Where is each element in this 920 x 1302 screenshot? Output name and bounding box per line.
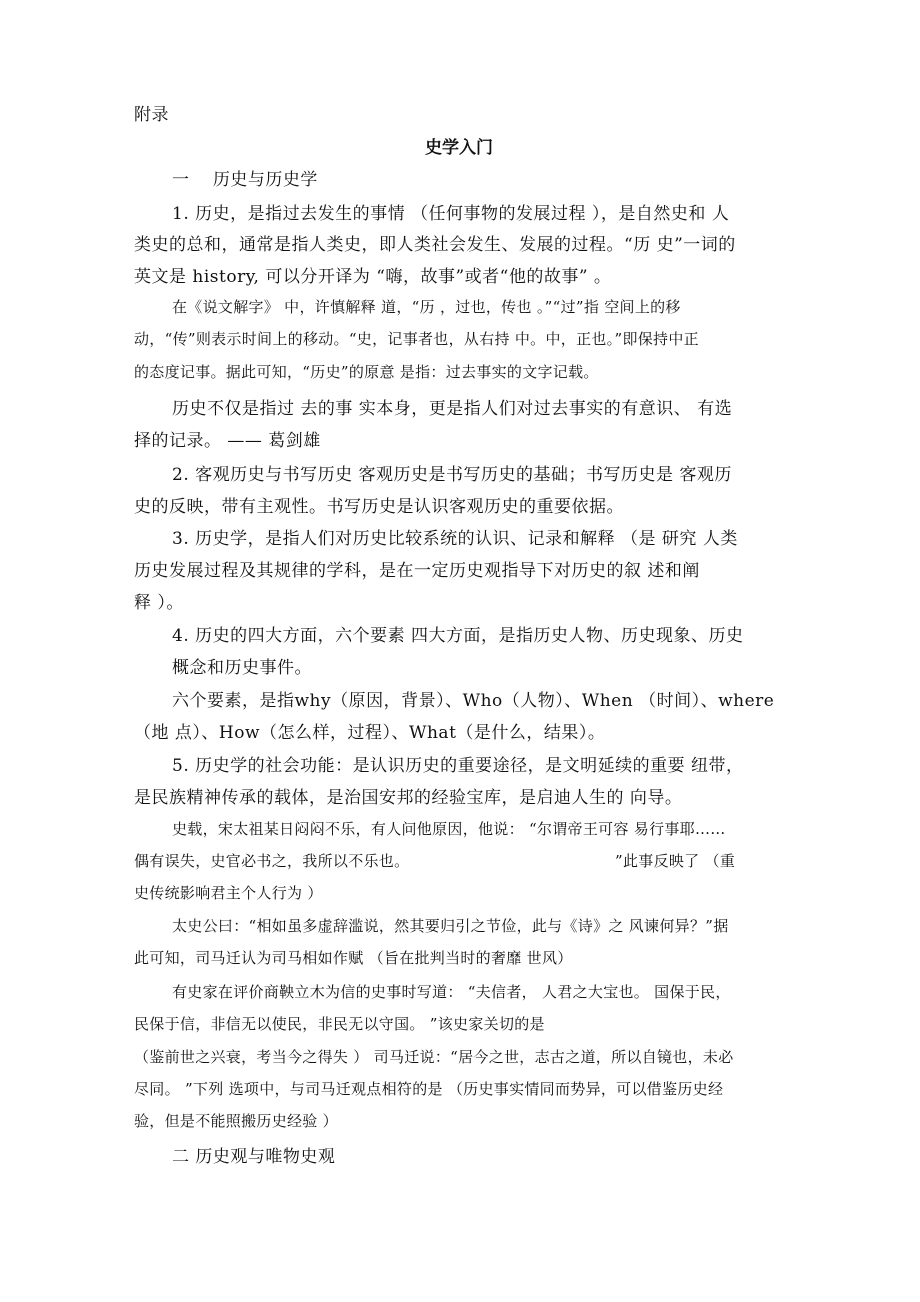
paragraph-line: （地 点）、How（怎么样，过程）、What（是什么，结果）。 <box>134 723 606 743</box>
note-line: 尽同。 ”下列 选项中，与司马迁观点相符的是 （历史事实情同而势异，可以借鉴历史经 <box>134 1080 724 1098</box>
paragraph-line: 类史的总和，通常是指人类史，即人类社会发生、发展的过程。“历 史”一词的 <box>134 235 736 255</box>
paragraph-line: 择的记录。 —— 葛剑雄 <box>134 431 321 451</box>
note-line: （鉴前世之兴衰，考当今之得失 ） 司马迁说：“居今之世，志古之道，所以自镜也，未必 <box>134 1048 734 1066</box>
appendix-label: 附录 <box>134 105 169 125</box>
note-line: 验，但是不能照搬历史经验 ） <box>134 1112 338 1130</box>
note-line: 有史家在评价商鞅立木为信的史事时写道： “夫信者， 人君之大宝也。 国保于民， <box>172 983 731 1001</box>
paragraph-line: 英文是 history, 可以分开译为 “嗨，故事”或者“他的故事” 。 <box>134 267 612 287</box>
paragraph-line: 3. 历史学，是指人们对历史比较系统的认识、记录和解释 （是 研究 人类 <box>172 529 738 549</box>
paragraph-line: 概念和历史事件。 <box>172 658 312 678</box>
note-line: 史传统影响君主个人行为 ） <box>134 884 323 902</box>
paragraph-line: 是民族精神传承的载体，是治国安邦的经验宝库，是启迪人生的 向导。 <box>134 788 683 808</box>
note-line: 民保于信，非信无以使民，非民无以守国。 ”该史家关切的是 <box>134 1015 545 1033</box>
section-heading-1: 一 历史与历史学 <box>172 170 318 190</box>
paragraph-line: 历史发展过程及其规律的学科，是在一定历史观指导下对历史的叙 述和阐 <box>134 561 700 581</box>
note-line: 动，“传”则表示时间上的移动。“史，记事者也，从右持 中。中，正也。”即保持中正 <box>134 330 699 348</box>
paragraph-line: 历史不仅是指过 去的事 实本身，更是指人们对过去事实的有意识、 有选 <box>172 399 733 419</box>
note-line: 的态度记事。据此可知，“历史”的原意 是指：过去事实的文字记载。 <box>134 363 599 381</box>
section-heading-2: 二 历史观与唯物史观 <box>172 1147 336 1167</box>
paragraph-line: 释 ）。 <box>134 593 184 613</box>
document-title: 史学入门 <box>425 138 493 158</box>
note-line: 太史公曰：“相如虽多虚辞滥说，然其要归引之节俭，此与《诗》之 风谏何异？”据 <box>172 917 729 935</box>
note-line: 偶有误失，史官必书之，我所以不乐也。 <box>134 852 410 870</box>
paragraph-line: 六个要素，是指why（原因，背景）、Who（人物）、When （时间）、where <box>172 691 775 711</box>
paragraph-line: 4. 历史的四大方面，六个要素 四大方面，是指历史人物、历史现象、历史 <box>172 626 744 646</box>
note-line: ”此事反映了 （重 <box>615 852 736 870</box>
note-line: 在《说文解字》 中，许慎解释 道，“历 ，过也，传也 。”“过”指 空间上的移 <box>172 298 681 316</box>
paragraph-line: 1. 历史，是指过去发生的事情 （任何事物的发展过程 ），是自然史和 人 <box>172 204 730 224</box>
note-line: 此可知，司马迁认为司马相如作赋 （旨在批判当时的奢靡 世风） <box>134 949 573 967</box>
paragraph-line: 史的反映，带有主观性。书写历史是认识客观历史的重要依据。 <box>134 497 624 517</box>
paragraph-line: 2. 客观历史与书写历史 客观历史是书写历史的基础；书写历史是 客观历 <box>172 465 732 485</box>
note-line: 史载，宋太祖某日闷闷不乐，有人问他原因，他说： “尔谓帝王可容 易行事耶…… <box>172 820 726 838</box>
paragraph-line: 5. 历史学的社会功能：是认识历史的重要途径，是文明延续的重要 纽带， <box>172 756 744 776</box>
